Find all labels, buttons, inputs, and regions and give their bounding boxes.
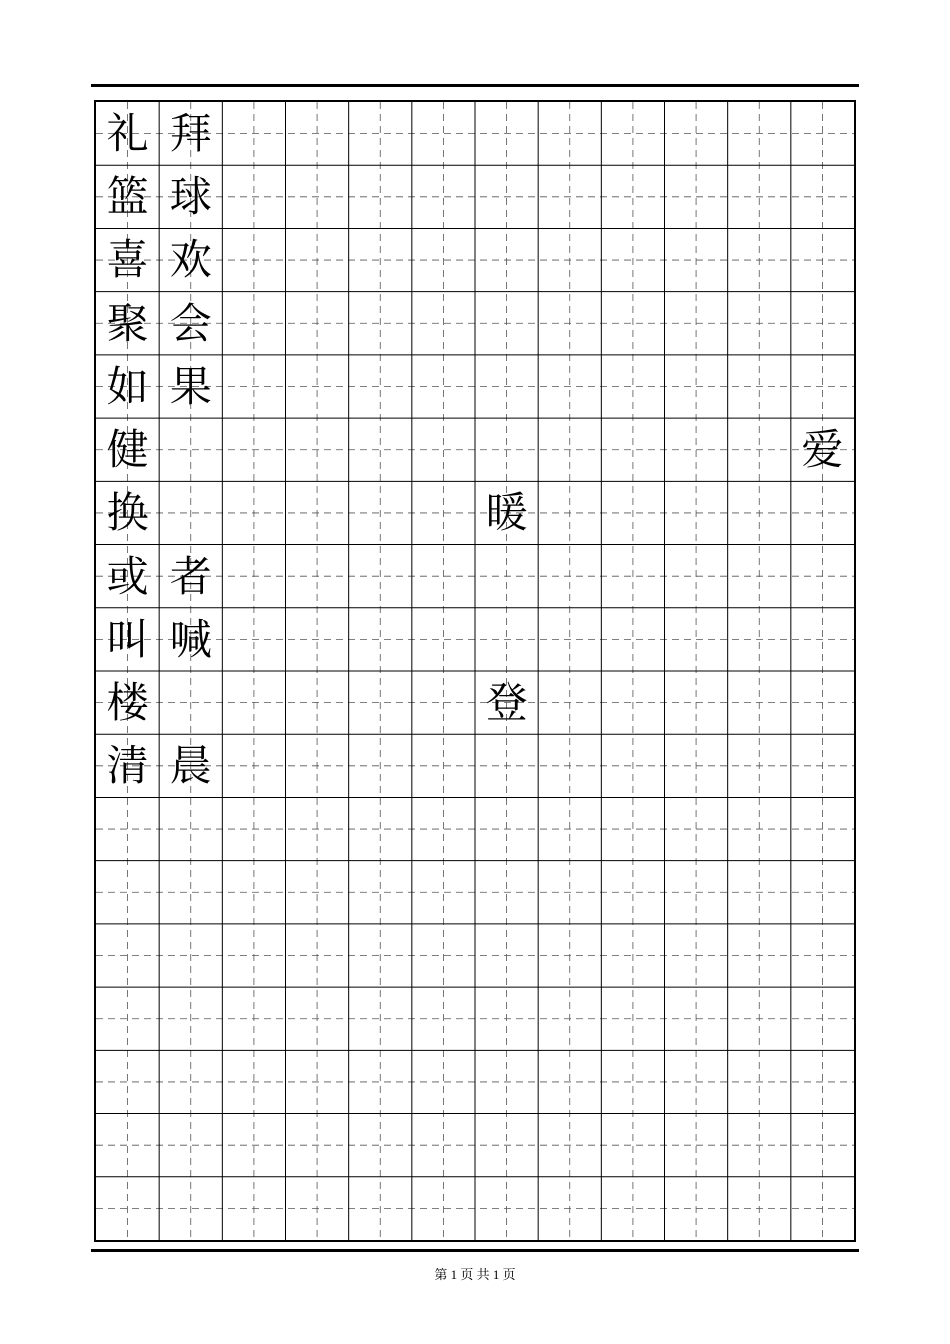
grid-character: 登 xyxy=(485,678,528,727)
grid-character: 楼 xyxy=(106,678,149,727)
grid-character: 礼 xyxy=(106,109,149,158)
grid-character: 拜 xyxy=(169,109,212,158)
grid-character: 篮 xyxy=(106,172,149,222)
top-rule xyxy=(91,84,859,87)
grid-character: 果 xyxy=(169,361,212,411)
grid-character: 欢 xyxy=(169,235,212,285)
grid-character: 叫 xyxy=(106,614,149,664)
grid-character: 聚 xyxy=(106,298,149,348)
bottom-rule xyxy=(91,1249,859,1252)
tianzige-grid xyxy=(94,100,856,1242)
grid-character: 喊 xyxy=(169,614,212,664)
grid-character: 爱 xyxy=(801,425,844,475)
grid-character: 晨 xyxy=(169,741,212,791)
grid-character: 如 xyxy=(106,361,149,411)
grid-character: 换 xyxy=(106,488,149,538)
grid-character: 者 xyxy=(169,551,212,601)
page-number: 第 1 页 共 1 页 xyxy=(434,1267,516,1282)
grid-character: 或 xyxy=(106,551,149,601)
grid-character: 会 xyxy=(169,298,212,348)
grid-character: 暖 xyxy=(485,488,528,538)
grid-character: 喜 xyxy=(106,235,149,285)
grid-character: 球 xyxy=(169,172,212,222)
grid-character: 清 xyxy=(106,741,149,791)
grid-character: 健 xyxy=(106,425,149,475)
